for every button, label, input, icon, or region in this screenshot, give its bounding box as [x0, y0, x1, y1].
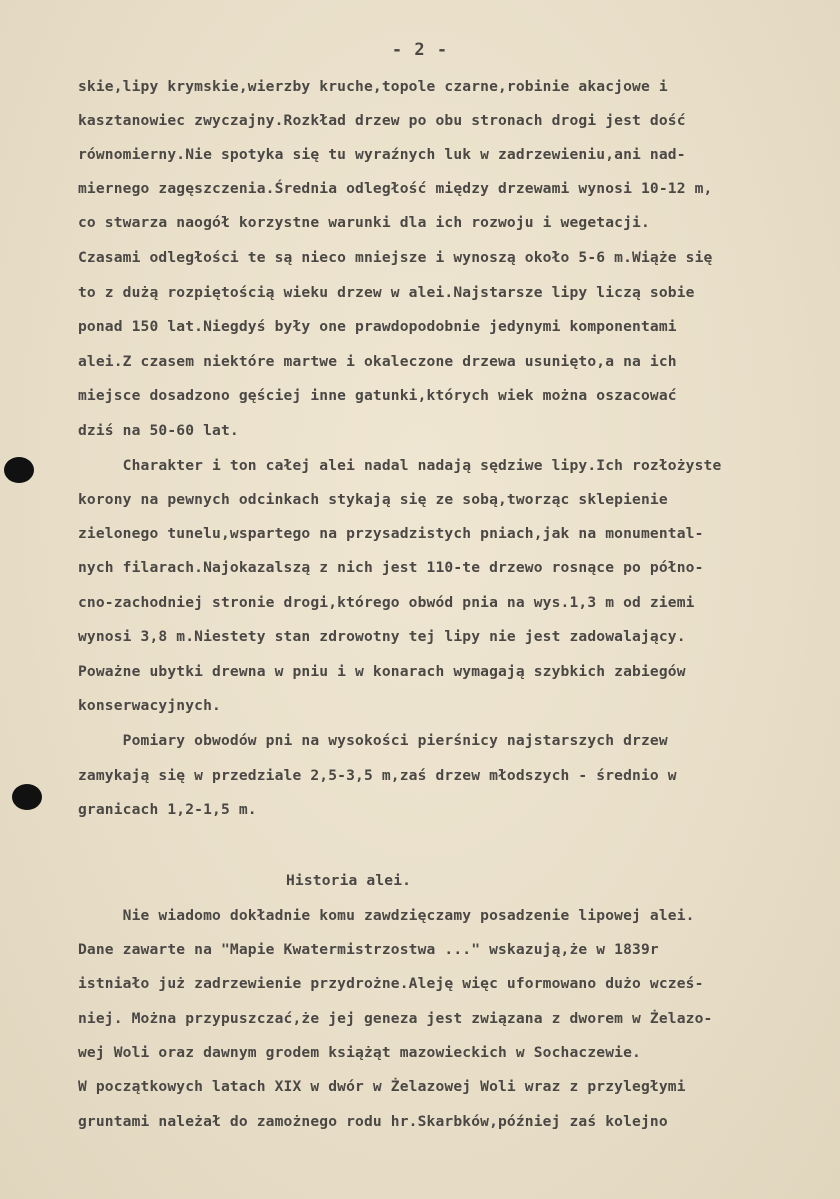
text-line: miernego zagęszczenia.Średnia odległość między drzewami wynosi 10-12 m,: [78, 180, 713, 197]
text-line: alei.Z czasem niektóre martwe i okaleczone drzewa usunięto,a na ich: [78, 353, 677, 370]
page-number: - 2 -: [391, 40, 449, 60]
text-line: granicach 1,2-1,5 m.: [78, 801, 257, 818]
text-line: konserwacyjnych.: [78, 697, 221, 714]
text-line: Czasami odległości te są nieco mniejsze i wynoszą około 5-6 m.Wiąże się: [78, 249, 713, 266]
text-line: równomierny.Nie spotyka się tu wyraźnych luk w zadrzewieniu,ani nad-: [78, 146, 686, 163]
section-heading: Historia alei.: [286, 872, 412, 889]
text-line: niej. Można przypuszczać,że jej geneza jest związana z dworem w Żelazo-: [78, 1010, 713, 1027]
text-line: zamykają się w przedziale 2,5-3,5 m,zaś drzew młodszych - średnio w: [78, 767, 677, 784]
text-line: dziś na 50-60 lat.: [78, 422, 239, 439]
text-line: nych filarach.Najokazalszą z nich jest 110-te drzewo rosnące po półno-: [78, 559, 704, 576]
text-line: miejsce dosadzono gęściej inne gatunki,których wiek można oszacować: [78, 387, 677, 404]
text-line: skie,lipy krymskie,wierzby kruche,topole czarne,robinie akacjowe i: [78, 78, 668, 95]
punch-hole: [4, 457, 34, 483]
text-line: Nie wiadomo dokładnie komu zawdzięczamy posadzenie lipowej alei.: [78, 907, 695, 924]
text-line: cno-zachodniej stronie drogi,którego obwód pnia na wys.1,3 m od ziemi: [78, 594, 695, 611]
text-line: co stwarza naogół korzystne warunki dla ich rozwoju i wegetacji.: [78, 214, 650, 231]
text-line: Dane zawarte na "Mapie Kwatermistrzostwa ..." wskazują,że w 1839r: [78, 941, 659, 958]
text-line: W początkowych latach XIX w dwór w Żelazowej Woli wraz z przyległymi: [78, 1078, 686, 1095]
text-line: Poważne ubytki drewna w pniu i w konarach wymagają szybkich zabiegów: [78, 663, 686, 680]
text-line: Pomiary obwodów pni na wysokości pierśnicy najstarszych drzew: [78, 732, 668, 749]
text-line: Charakter i ton całej alei nadal nadają sędziwe lipy.Ich rozłożyste: [78, 457, 722, 474]
punch-hole: [12, 784, 42, 810]
text-line: korony na pewnych odcinkach stykają się ze sobą,tworząc sklepienie: [78, 491, 668, 508]
text-line: to z dużą rozpiętością wieku drzew w alei.Najstarsze lipy liczą sobie: [78, 284, 695, 301]
text-line: gruntami należał do zamożnego rodu hr.Skarbków,później zaś kolejno: [78, 1113, 668, 1130]
text-line: zielonego tunelu,wspartego na przysadzistych pniach,jak na monumental-: [78, 525, 704, 542]
text-line: istniało już zadrzewienie przydrożne.Aleję więc uformowano dużo wcześ-: [78, 975, 704, 992]
text-line: wynosi 3,8 m.Niestety stan zdrowotny tej lipy nie jest zadowalający.: [78, 628, 686, 645]
text-line: kasztanowiec zwyczajny.Rozkład drzew po obu stronach drogi jest dość: [78, 112, 686, 129]
text-line: ponad 150 lat.Niegdyś były one prawdopodobnie jedynymi komponentami: [78, 318, 677, 335]
text-line: wej Woli oraz dawnym grodem książąt mazowieckich w Sochaczewie.: [78, 1044, 641, 1061]
